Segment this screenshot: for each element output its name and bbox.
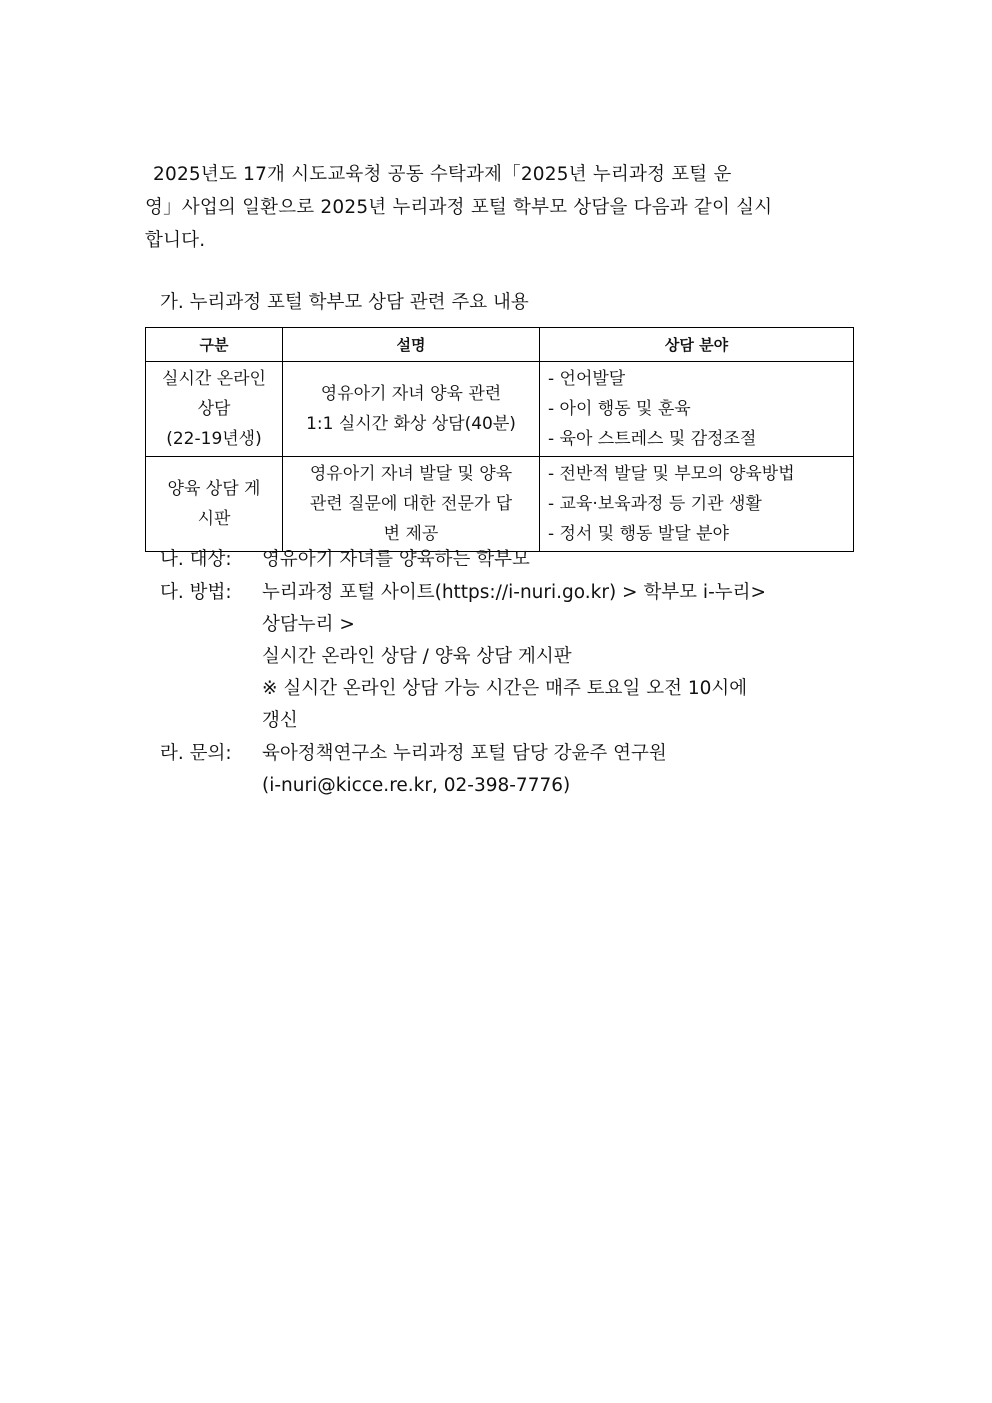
cell-line: - 언어발달 [548, 369, 626, 389]
table-cell-fields [540, 457, 854, 552]
section-ra-line: 육아정책연구소 누리과정 포털 담당 강윤주 연구원 [262, 743, 667, 764]
cell-line: 영유아기 자녀 양육 관련 [320, 384, 502, 404]
cell-line: - 육아 스트레스 및 감정조절 [548, 429, 757, 449]
section-ga-title: 가. 누리과정 포털 학부모 상담 관련 주요 내용 [160, 292, 529, 313]
section-da-line: 실시간 온라인 상담 / 양육 상담 게시판 [262, 646, 572, 667]
table-row [146, 362, 854, 457]
table-cell-description [283, 362, 540, 457]
cell-line: 양육 상담 게 [167, 479, 261, 499]
table-header: 상담 분야 [540, 328, 854, 362]
intro-line: 합니다. [145, 230, 206, 251]
consultation-table [145, 327, 854, 552]
cell-line: 1:1 실시간 화상 상담(40분) [306, 414, 516, 434]
section-da-label: 다. 방법: [160, 582, 232, 603]
table-header: 설명 [283, 328, 540, 362]
section-da-line: 갱신 [262, 710, 298, 731]
section-da-line: 상담누리 > [262, 614, 355, 635]
cell-line: - 아이 행동 및 훈육 [548, 399, 691, 419]
cell-line: (22-19년생) [166, 429, 262, 449]
table-cell-description [283, 457, 540, 552]
cell-line: - 정서 및 행동 발달 분야 [548, 524, 729, 544]
table-cell-fields [540, 362, 854, 457]
table-header-row [146, 328, 854, 362]
cell-line: 영유아기 자녀 발달 및 양육 [309, 464, 513, 484]
section-ra-label: 라. 문의: [160, 743, 232, 764]
cell-line: 실시간 온라인 [162, 369, 266, 389]
intro-line: 2025년도 17개 시도교육청 공동 수탁과제「2025년 누리과정 포털 운 [153, 164, 732, 185]
table-cell-category [146, 362, 283, 457]
section-na-label: 나. 대상: [160, 549, 232, 570]
cell-line: - 교육·보육과정 등 기관 생활 [548, 494, 762, 514]
section-da-value [262, 577, 847, 737]
section-da-line: 누리과정 포털 사이트(https://i-nuri.go.kr) > 학부모 i-누리> [262, 582, 766, 603]
section-ra-line: (i-nuri@kicce.re.kr, 02-398-7776) [262, 775, 571, 796]
table-row [146, 457, 854, 552]
table-cell-category [146, 457, 283, 552]
section-da-line: ※ 실시간 온라인 상담 가능 시간은 매주 토요일 오전 10시에 [262, 678, 748, 699]
cell-line: 관련 질문에 대한 전문가 답 [309, 494, 513, 514]
cell-line: 시판 [197, 509, 231, 529]
section-ra-value [262, 738, 847, 802]
cell-line: 변 제공 [383, 524, 439, 544]
cell-line: - 전반적 발달 및 부모의 양육방법 [548, 464, 795, 484]
table-header: 구분 [146, 328, 283, 362]
section-na-value: 영유아기 자녀를 양육하는 학부모 [262, 549, 530, 570]
intro-paragraph [145, 158, 845, 257]
intro-line: 영」사업의 일환으로 2025년 누리과정 포털 학부모 상담을 다음과 같이 실시 [145, 197, 773, 218]
cell-line: 상담 [197, 399, 231, 419]
